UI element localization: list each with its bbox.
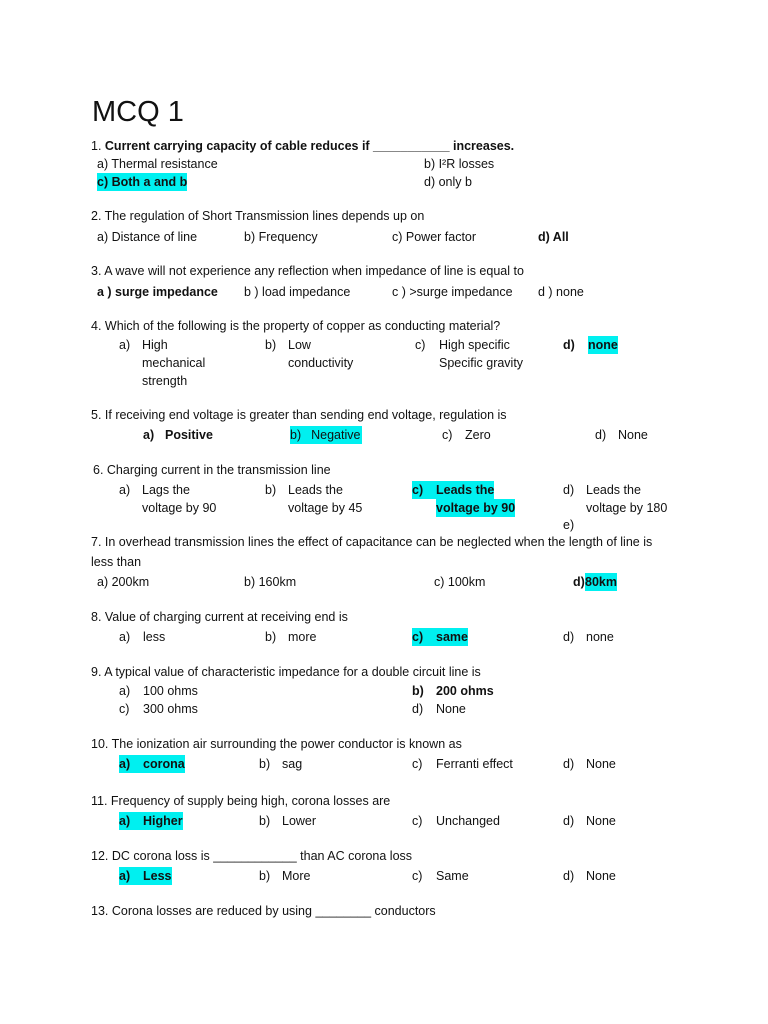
q7-option-d-answer: 80km bbox=[585, 575, 617, 589]
q4-option-c-line1: High specific bbox=[439, 338, 510, 352]
q10-option-d: None bbox=[586, 757, 616, 771]
q7-option-c: c) 100km bbox=[434, 575, 486, 589]
q6-letter-c: c) bbox=[412, 481, 436, 499]
q6-letter-b: b) bbox=[265, 483, 277, 497]
q6-option-c-answer-line2: voltage by 90 bbox=[436, 501, 516, 515]
q2-option-a: a) Distance of line bbox=[97, 230, 198, 244]
q11-letter-c: c) bbox=[412, 814, 423, 828]
question-4: 4. Which of the following is the property of copper as conducting material? bbox=[91, 319, 501, 333]
q12-letter-c: c) bbox=[412, 869, 423, 883]
question-9: 9. A typical value of characteristic impedance for a double circuit line is bbox=[91, 665, 481, 679]
q9-option-c: 300 ohms bbox=[143, 702, 198, 716]
q5-option-a-answer: Positive bbox=[165, 428, 213, 442]
q11-letter-d: d) bbox=[563, 814, 575, 828]
q10-letter-a: a) bbox=[119, 755, 143, 773]
q6-option-b-line1: Leads the bbox=[288, 483, 343, 497]
page-title: MCQ 1 bbox=[92, 96, 184, 128]
q9-letter-b: b) bbox=[412, 684, 424, 698]
question-10: 10. The ionization air surrounding the power conductor is known as bbox=[91, 737, 462, 751]
q8-letter-b: b) bbox=[265, 630, 277, 644]
q4-option-a-line1: High bbox=[142, 338, 168, 352]
q3-option-d: d ) none bbox=[538, 285, 584, 299]
q5-letter-a: a) bbox=[143, 428, 155, 442]
q6-option-d-line2: voltage by 180 bbox=[586, 501, 668, 515]
q4-letter-b: b) bbox=[265, 338, 277, 352]
q6-option-b-line2: voltage by 45 bbox=[288, 501, 363, 515]
q7-option-b: b) 160km bbox=[244, 575, 297, 589]
question-12: 12. DC corona loss is ____________ than AC corona loss bbox=[91, 849, 413, 863]
q5-letter-b: b) bbox=[290, 428, 302, 442]
q1-option-b: b) I²R losses bbox=[424, 157, 495, 171]
q9-letter-c: c) bbox=[119, 702, 130, 716]
q2-option-b: b) Frequency bbox=[244, 230, 318, 244]
q5-option-c: Zero bbox=[465, 428, 491, 442]
question-1-text: Current carrying capacity of cable reduces if ___________ increases. bbox=[104, 139, 515, 153]
q9-option-d: None bbox=[436, 702, 466, 716]
q3-option-c: c ) >surge impedance bbox=[392, 285, 513, 299]
q4-letter-c: c) bbox=[415, 338, 426, 352]
q12-letter-d: d) bbox=[563, 869, 575, 883]
question-1: 1. Current carrying capacity of cable reduces if ___________ increases. bbox=[91, 139, 515, 153]
q4-option-a-line2: mechanical bbox=[142, 356, 206, 370]
q12-option-c: Same bbox=[436, 869, 469, 883]
q8-option-b: more bbox=[288, 630, 317, 644]
question-3: 3. A wave will not experience any reflection when impedance of line is equal to bbox=[91, 264, 524, 278]
q6-letter-e: e) bbox=[563, 518, 575, 532]
q9-option-a: 100 ohms bbox=[143, 684, 198, 698]
question-11: 11. Frequency of supply being high, corona losses are bbox=[91, 794, 391, 808]
q8-letter-d: d) bbox=[563, 630, 575, 644]
q4-option-d-answer: none bbox=[588, 338, 618, 352]
question-5: 5. If receiving end voltage is greater than sending end voltage, regulation is bbox=[91, 408, 507, 422]
q6-option-d-line1: Leads the bbox=[586, 483, 641, 497]
q10-option-a-answer: corona bbox=[143, 757, 185, 771]
question-13: 13. Corona losses are reduced by using ________ conductors bbox=[91, 904, 436, 918]
q6-option-a-line1: Lags the bbox=[142, 483, 190, 497]
q8-option-d: none bbox=[586, 630, 614, 644]
question-7-line1: 7. In overhead transmission lines the effect of capacitance can be neglected when the length of line is bbox=[91, 535, 653, 549]
q10-letter-b: b) bbox=[259, 757, 271, 771]
q2-option-c: c) Power factor bbox=[392, 230, 477, 244]
q12-option-a-answer: Less bbox=[143, 869, 172, 883]
q9-option-b-answer: 200 ohms bbox=[436, 684, 494, 698]
q5-option-b-highlight bbox=[290, 426, 362, 444]
q8-letter-c: c) bbox=[412, 628, 436, 646]
q1-option-a: a) Thermal resistance bbox=[97, 157, 218, 171]
q10-letter-d: d) bbox=[563, 757, 575, 771]
question-7-line2: less than bbox=[91, 555, 142, 569]
q5-option-b: Negative bbox=[311, 428, 361, 442]
q11-option-a-answer: Higher bbox=[143, 814, 183, 828]
q10-option-c: Ferranti effect bbox=[436, 757, 513, 771]
q11-option-b: Lower bbox=[282, 814, 317, 828]
q8-option-a: less bbox=[143, 630, 166, 644]
q2-option-d-answer: d) All bbox=[538, 230, 569, 244]
q5-letter-c: c) bbox=[442, 428, 453, 442]
q12-letter-a: a) bbox=[119, 867, 143, 885]
q7-letter-d: d) bbox=[573, 575, 585, 589]
q3-option-a-answer: a ) surge impedance bbox=[97, 285, 218, 299]
q7-option-a: a) 200km bbox=[97, 575, 150, 589]
q11-letter-b: b) bbox=[259, 814, 271, 828]
q10-letter-c: c) bbox=[412, 757, 423, 771]
q9-letter-d: d) bbox=[412, 702, 424, 716]
q4-option-a-line3: strength bbox=[142, 374, 188, 388]
question-6: 6. Charging current in the transmission line bbox=[93, 463, 331, 477]
q12-option-b: More bbox=[282, 869, 311, 883]
q6-letter-a: a) bbox=[119, 483, 131, 497]
q10-option-b: sag bbox=[282, 757, 303, 771]
q4-letter-d: d) bbox=[563, 338, 575, 352]
q11-option-d: None bbox=[586, 814, 616, 828]
q8-option-c-answer: same bbox=[436, 630, 468, 644]
q1-option-c-answer: c) Both a and b bbox=[97, 175, 188, 189]
q6-letter-d: d) bbox=[563, 483, 575, 497]
q11-option-c: Unchanged bbox=[436, 814, 500, 828]
q4-letter-a: a) bbox=[119, 338, 131, 352]
q4-option-b-line1: Low bbox=[288, 338, 311, 352]
q12-option-d: None bbox=[586, 869, 616, 883]
q4-option-c-line2: Specific gravity bbox=[439, 356, 524, 370]
q11-letter-a: a) bbox=[119, 812, 143, 830]
q5-option-d: None bbox=[618, 428, 648, 442]
question-8: 8. Value of charging current at receiving end is bbox=[91, 610, 348, 624]
q5-letter-d: d) bbox=[595, 428, 607, 442]
q4-option-b-line2: conductivity bbox=[288, 356, 354, 370]
q3-option-b: b ) load impedance bbox=[244, 285, 351, 299]
q9-letter-a: a) bbox=[119, 684, 131, 698]
question-2: 2. The regulation of Short Transmission lines depends up on bbox=[91, 209, 425, 223]
q12-letter-b: b) bbox=[259, 869, 271, 883]
q6-option-c-answer-line1: Leads the bbox=[436, 483, 495, 497]
q6-option-a-line2: voltage by 90 bbox=[142, 501, 217, 515]
q8-letter-a: a) bbox=[119, 630, 131, 644]
q1-option-d: d) only b bbox=[424, 175, 472, 189]
